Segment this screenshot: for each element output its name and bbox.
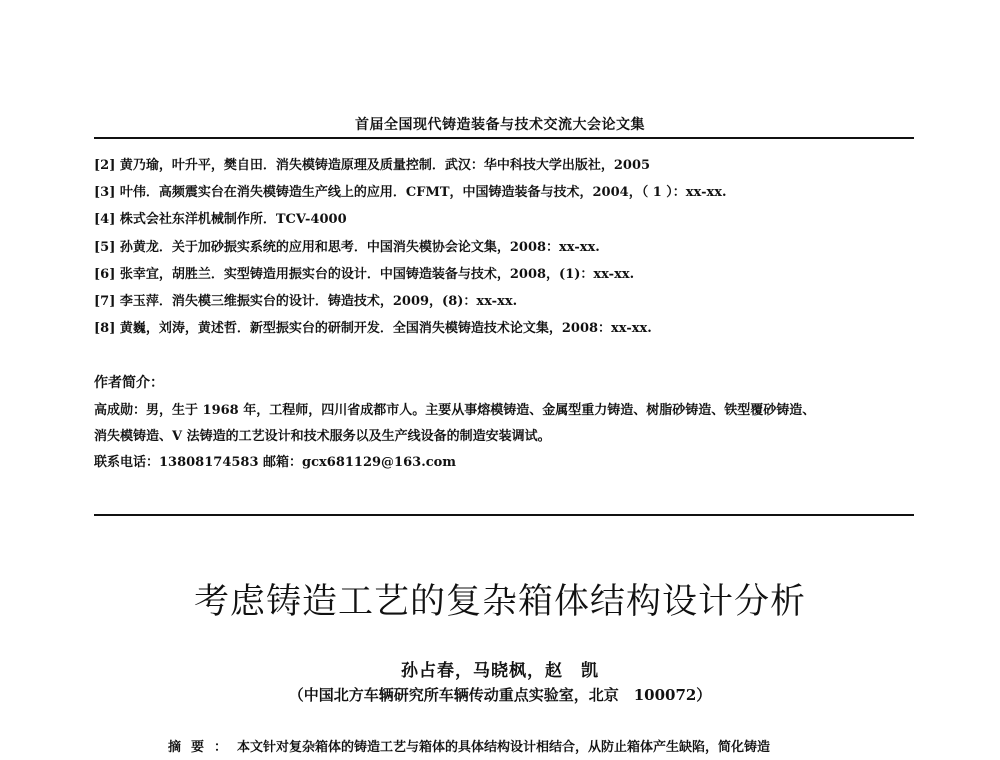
- reference-item: [5] 孙黄龙．关于加砂振实系统的应用和思考．中国消失模协会论文集，2008：xx-xx.: [94, 239, 600, 255]
- author-contact: 联系电话：13808174583 邮箱：gcx681129@163.com: [94, 455, 457, 470]
- reference-list: [94, 152, 924, 342]
- abstract-label: 摘要：: [168, 740, 238, 755]
- reference-item: [6] 张幸宜，胡胜兰．实型铸造用振实台的设计．中国铸造装备与技术，2008，(1)：xx-xx.: [94, 266, 635, 282]
- abstract-text: 本文针对复杂箱体的铸造工艺与箱体的具体结构设计相结合，从防止箱体产生缺陷，简化铸造: [237, 740, 771, 755]
- reference-item: [2] 黄乃瑜，叶升平，樊自田．消失模铸造原理及质量控制．武汉：华中科技大学出版社，2005: [94, 158, 651, 173]
- reference-item: [8] 黄巍，刘涛，黄述哲．新型振实台的研制开发．全国消失模铸造技术论文集，2008：xx-xx.: [94, 321, 652, 337]
- abstract: [168, 736, 770, 755]
- paper-title: 考虑铸造工艺的复杂箱体结构设计分析: [193, 582, 806, 622]
- running-header: 首届全国现代铸造装备与技术交流大会论文集: [355, 117, 645, 133]
- section-rule: [94, 514, 914, 516]
- author-bio: [94, 398, 924, 476]
- header-rule: [94, 137, 914, 139]
- reference-item: [7] 李玉萍．消失模三维振实台的设计．铸造技术，2009，(8)：xx-xx.: [94, 293, 518, 309]
- reference-item: [4] 株式会社东洋机械制作所．TCV-4000: [94, 212, 347, 228]
- paper-authors: 孙占春，马晓枫，赵 凯: [401, 661, 599, 681]
- reference-item: [3] 叶伟．高频震实台在消失模铸造生产线上的应用．CFMT，中国铸造装备与技术，2004，（ 1 ）：xx-xx.: [94, 185, 727, 201]
- author-bio-heading: 作者简介：: [94, 375, 164, 391]
- author-bio-line: 消失模铸造、V 法铸造的工艺设计和技术服务以及生产线设备的制造安装调试。: [94, 429, 551, 444]
- author-bio-line: 高成勋：男，生于 1968 年，工程师，四川省成都市人。主要从事熔模铸造、金属型重力铸造、树脂砂铸造、铁型覆砂铸造、: [94, 403, 816, 418]
- paper-affiliation: （中国北方车辆研究所车辆传动重点实验室，北京 100072）: [288, 686, 712, 704]
